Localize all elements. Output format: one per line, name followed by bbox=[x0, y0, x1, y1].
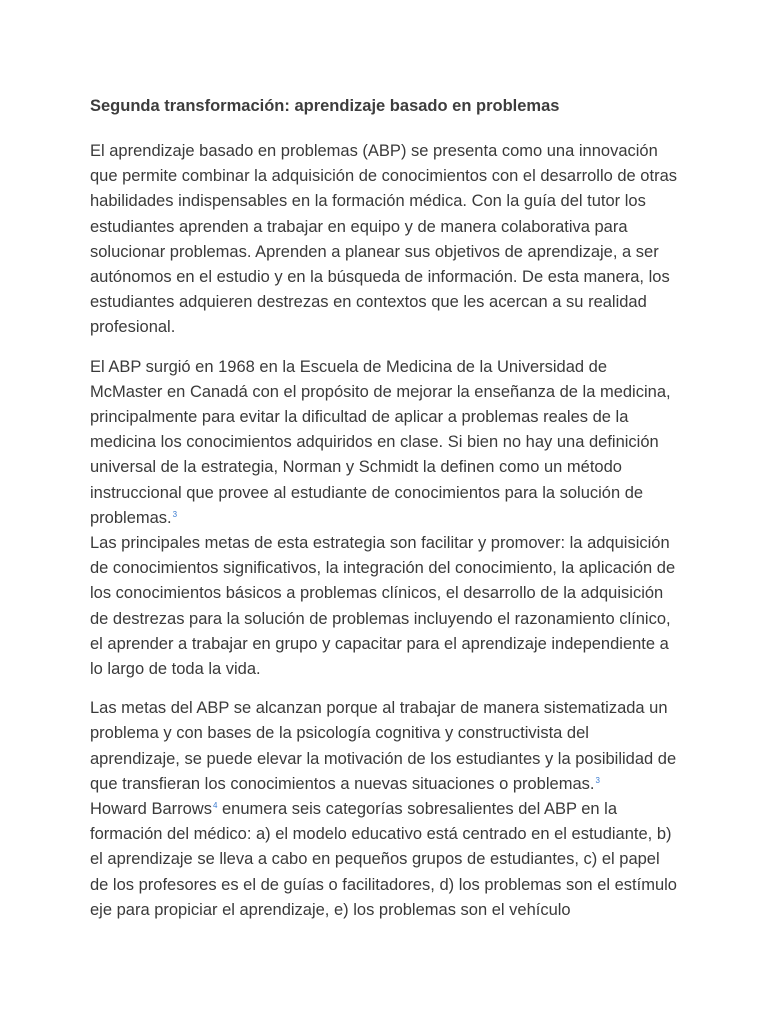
paragraph-barrows-categories bbox=[90, 797, 680, 923]
paragraph-abp-origin bbox=[90, 355, 680, 531]
document-body bbox=[90, 94, 680, 937]
paragraph-abp-motivation bbox=[90, 696, 680, 797]
paragraph-abp-goals: Las principales metas de esta estrategia son facilitar y promover: la adquisición de conocimientos significativos, la integración del conocimiento, la aplicación de los conocimientos básicos a problemas clínicos, el desarrollo de la adquisición de destrezas para la solución de problemas incluyendo el razonamiento clínico, el aprender a trabajar en grupo y capacitar para el aprendizaje independiente a lo largo de toda la vida. bbox=[90, 534, 676, 679]
section-heading: Segunda transformación: aprendizaje basado en problemas bbox=[90, 97, 560, 115]
paragraph-abp-motivation-text: Las metas del ABP se alcanzan porque al trabajar de manera sistematizada un problema y con bases de la psicología cognitiva y constructivista del aprendizaje, se puede elevar la motivación de los estudiantes y la posibilidad de que transfieran los conocimientos a nuevas situaciones o problemas. bbox=[90, 699, 677, 793]
reference-marker[interactable]: 4 bbox=[212, 801, 218, 811]
reference-marker[interactable]: 3 bbox=[172, 509, 178, 519]
paragraph-abp-intro: El aprendizaje basado en problemas (ABP) se presenta como una innovación que permite combinar la adquisición de conocimientos con el desarrollo de otras habilidades indispensables en la formación médica. Con la guía del tutor los estudiantes aprenden a trabajar en equipo y de manera colaborativa para solucionar problemas. Aprenden a planear sus objetivos de aprendizaje, a ser autónomos en el estudio y en la búsqueda de información. De esta manera, los estudiantes adquieren destrezas en contextos que les acercan a su realidad profesional. bbox=[90, 142, 677, 337]
reference-marker[interactable]: 3 bbox=[595, 775, 600, 785]
paragraph-abp-origin-text: El ABP surgió en 1968 en la Escuela de Medicina de la Universidad de McMaster en Canadá con el propósito de mejorar la enseñanza de la medicina, principalmente para evitar la dificultad de aplicar a problemas reales de la medicina los conocimientos adquiridos en clase. Si bien no hay una definición universal de la estrategia, Norman y Schmidt la definen como un método instruccional que provee al estudiante de conocimientos para la solución de problemas. bbox=[90, 357, 671, 527]
barrows-name: Howard Barrows bbox=[90, 800, 212, 819]
paragraph-barrows-text: enumera seis categorías sobresalientes del ABP en la formación del médico: a) el modelo educativo está centrado en el estudiante, b) el aprendizaje se lleva a cabo en pequeños grupos de estudiantes, c) el papel de los profesores es el de guías o facilitadores, d) los problemas son el estímulo eje para propiciar el aprendizaje, e) los problemas son el vehículo bbox=[90, 800, 677, 919]
